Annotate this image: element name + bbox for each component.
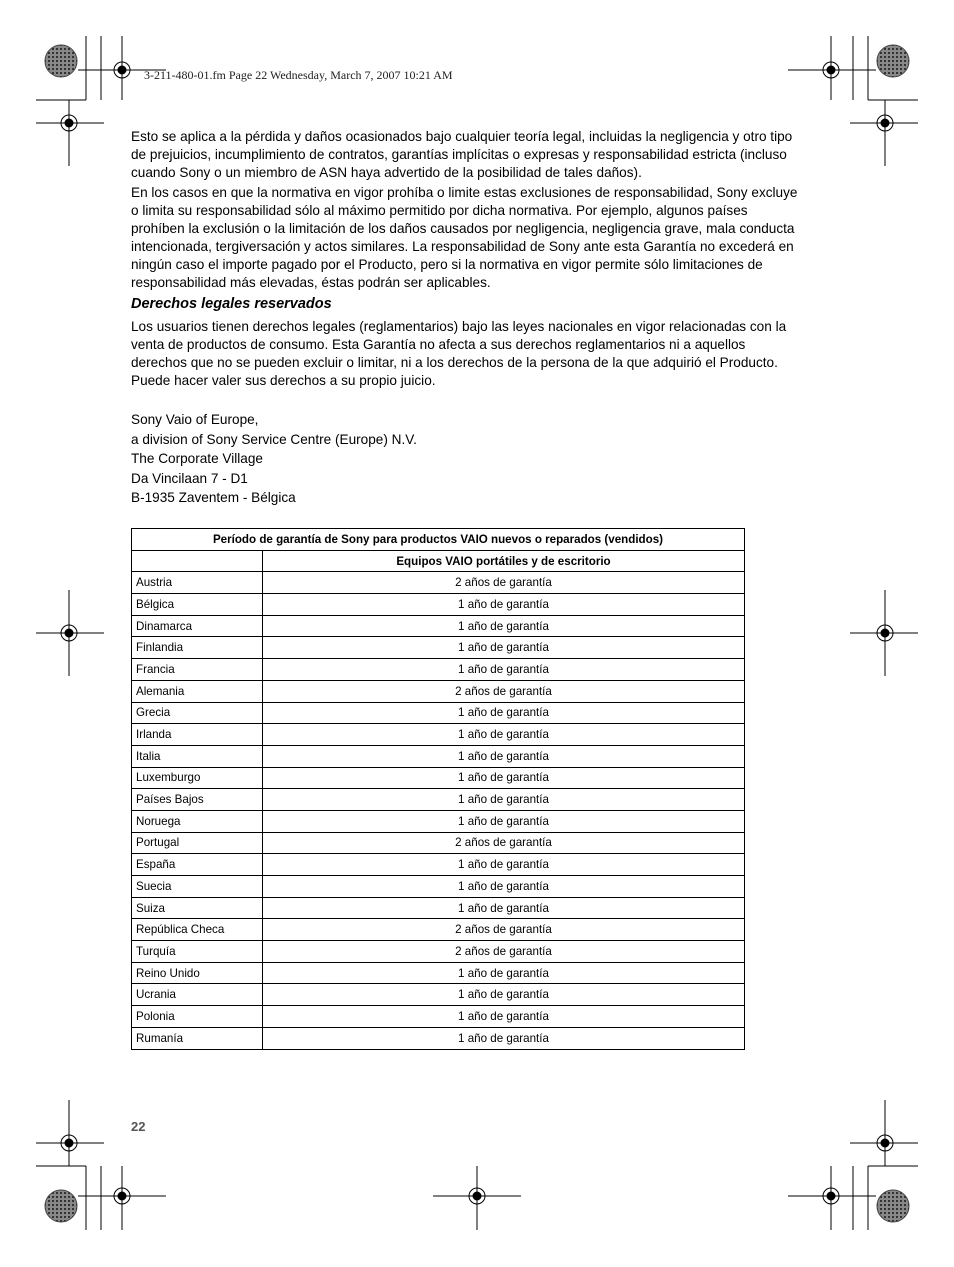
registration-mark-icon	[36, 1100, 104, 1166]
warranty-cell: 1 año de garantía	[263, 962, 745, 984]
table-title: Período de garantía de Sony para productos VAIO nuevos o reparados (vendidos)	[132, 529, 745, 551]
country-cell: Rumanía	[132, 1027, 263, 1049]
table-row	[132, 810, 745, 832]
warranty-cell: 1 año de garantía	[263, 1027, 745, 1049]
country-cell: Alemania	[132, 680, 263, 702]
table-row	[132, 1027, 745, 1049]
file-header: 3-211-480-01.fm Page 22 Wednesday, March 7, 2007 10:21 AM	[144, 68, 453, 82]
country-cell: Portugal	[132, 832, 263, 854]
registration-mark-icon	[850, 100, 918, 166]
warranty-cell: 1 año de garantía	[263, 594, 745, 616]
table-row	[132, 572, 745, 594]
country-cell: Irlanda	[132, 724, 263, 746]
address-line: Da Vincilaan 7 - D1	[131, 470, 248, 486]
warranty-cell: 1 año de garantía	[263, 724, 745, 746]
country-cell: Dinamarca	[132, 615, 263, 637]
table-row	[132, 767, 745, 789]
country-cell: Bélgica	[132, 594, 263, 616]
table-row	[132, 876, 745, 898]
starburst-target-icon	[877, 1190, 909, 1222]
warranty-cell: 1 año de garantía	[263, 767, 745, 789]
country-cell: Luxemburgo	[132, 767, 263, 789]
table-row	[132, 1006, 745, 1028]
address-line: The Corporate Village	[131, 451, 263, 466]
table-row	[132, 897, 745, 919]
warranty-cell: 1 año de garantía	[263, 789, 745, 811]
table-column-header: Equipos VAIO portátiles y de escritorio	[263, 550, 745, 572]
warranty-cell: 1 año de garantía	[263, 745, 745, 767]
table-row	[132, 919, 745, 941]
registration-mark-icon	[788, 1166, 876, 1230]
country-cell: Finlandia	[132, 637, 263, 659]
registration-mark-icon	[433, 1166, 521, 1230]
table-header-empty	[132, 550, 263, 572]
warranty-cell: 2 años de garantía	[263, 680, 745, 702]
starburst-target-icon	[877, 45, 909, 77]
registration-mark-icon	[36, 590, 104, 676]
country-cell: Turquía	[132, 941, 263, 963]
warranty-cell: 2 años de garantía	[263, 832, 745, 854]
country-cell: Austria	[132, 572, 263, 594]
warranty-cell: 2 años de garantía	[263, 941, 745, 963]
country-cell: Francia	[132, 659, 263, 681]
warranty-cell: 1 año de garantía	[263, 984, 745, 1006]
section-heading: Derechos legales reservados	[131, 296, 332, 312]
registration-mark-icon	[850, 1100, 918, 1166]
country-cell: Grecia	[132, 702, 263, 724]
table-row	[132, 594, 745, 616]
table-row	[132, 659, 745, 681]
table-row	[132, 984, 745, 1006]
paragraph-liability: Esto se aplica a la pérdida y daños ocasionados bajo cualquier teoría legal, incluidas la negligencia y otro tipo de prejuicios, incumplimiento de contratos, garantías implícitas o expresas y responsabilidad estricta (incluso cuando Sony o un miembro de ASN haya advertido de la posibilidad de tales daños).	[131, 129, 793, 180]
warranty-cell: 1 año de garantía	[263, 659, 745, 681]
starburst-target-icon	[45, 1190, 77, 1222]
country-cell: Suiza	[132, 897, 263, 919]
country-cell: Polonia	[132, 1006, 263, 1028]
table-row	[132, 962, 745, 984]
table-row	[132, 702, 745, 724]
country-cell: Reino Unido	[132, 962, 263, 984]
warranty-cell: 2 años de garantía	[263, 919, 745, 941]
country-cell: Italia	[132, 745, 263, 767]
country-cell: España	[132, 854, 263, 876]
table-row	[132, 724, 745, 746]
registration-mark-icon	[788, 36, 876, 100]
table-row	[132, 941, 745, 963]
registration-mark-icon	[850, 590, 918, 676]
table-row	[132, 832, 745, 854]
country-cell: Suecia	[132, 876, 263, 898]
address-line: Sony Vaio of Europe,	[131, 412, 259, 427]
paragraph-legal-rights: Los usuarios tienen derechos legales (reglamentarios) bajo las leyes nacionales en vigor relacionadas con la venta de productos de consumo. Esta Garantía no afecta a sus derechos reglamentarios ni a aquellos derechos que no se pueden excluir o limitar, ni a los derechos de la persona de la que adquirió el Producto. Puede hacer valer sus derechos a su propio juicio.	[131, 319, 787, 388]
starburst-target-icon	[45, 45, 77, 77]
warranty-cell: 1 año de garantía	[263, 897, 745, 919]
paragraph-exclusions: En los casos en que la normativa en vigor prohíba o limite estas exclusiones de responsabilidad, Sony excluye o limita su responsabilidad sólo al máximo permitido por dicha normativa. Por ejemplo, algunos países prohíben la exclusión o la limitación de los daños causados por negligencia, negligencia grave, mala conducta intencionada, tergiversación y actos similares. La responsabilidad de Sony ante esta Garantía no excederá en ningún caso el importe pagado por el Producto, pero si la normativa en vigor permite sólo limitaciones de responsabilidad más elevadas, éstas podrán ser aplicables.	[131, 185, 798, 290]
address-line: a division of Sony Service Centre (Europe) N.V.	[131, 431, 417, 447]
country-cell: Ucrania	[132, 984, 263, 1006]
table-row	[132, 615, 745, 637]
warranty-cell: 1 año de garantía	[263, 615, 745, 637]
address-block	[131, 410, 417, 508]
warranty-cell: 1 año de garantía	[263, 810, 745, 832]
warranty-table	[131, 528, 745, 1050]
table-row	[132, 680, 745, 702]
registration-mark-icon	[78, 1166, 166, 1230]
table-row	[132, 745, 745, 767]
page-number: 22	[131, 1119, 146, 1134]
table-row	[132, 637, 745, 659]
address-line: B-1935 Zaventem - Bélgica	[131, 490, 296, 505]
table-row	[132, 789, 745, 811]
registration-mark-icon	[36, 100, 104, 166]
warranty-cell: 2 años de garantía	[263, 572, 745, 594]
warranty-cell: 1 año de garantía	[263, 1006, 745, 1028]
country-cell: República Checa	[132, 919, 263, 941]
warranty-cell: 1 año de garantía	[263, 637, 745, 659]
country-cell: Noruega	[132, 810, 263, 832]
warranty-cell: 1 año de garantía	[263, 854, 745, 876]
warranty-cell: 1 año de garantía	[263, 702, 745, 724]
country-cell: Países Bajos	[132, 789, 263, 811]
table-row	[132, 854, 745, 876]
warranty-cell: 1 año de garantía	[263, 876, 745, 898]
